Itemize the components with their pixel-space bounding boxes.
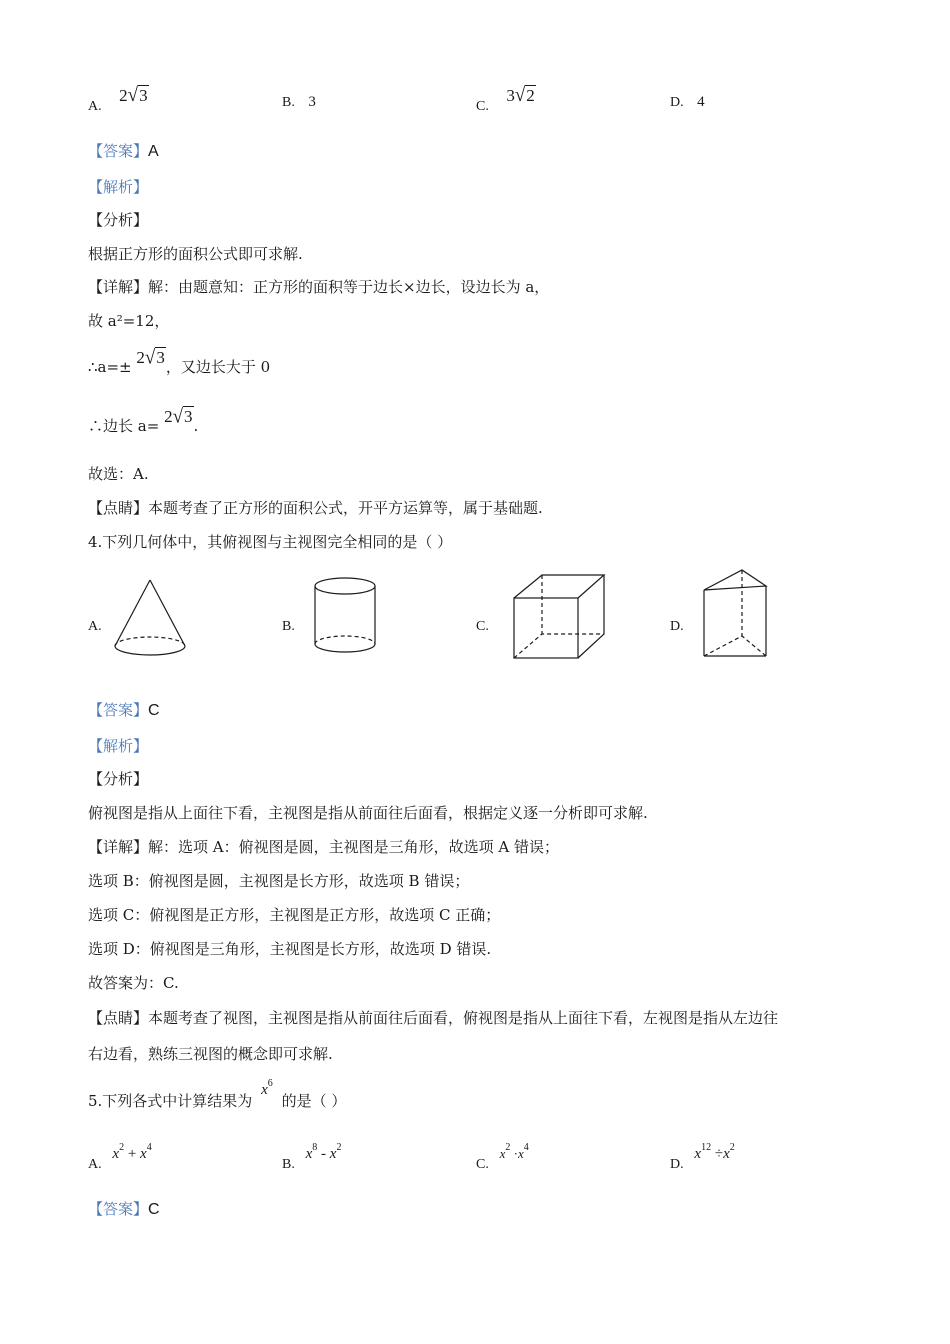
option-letter: C.	[476, 1157, 489, 1172]
variable: x	[329, 1146, 337, 1162]
stem-prefix: 5.下列各式中计算结果为	[88, 1092, 253, 1110]
q4-option-b-letter: B.	[282, 619, 295, 634]
q3-analysis-label: 【解析】	[88, 178, 149, 196]
cone-left-edge	[115, 580, 150, 646]
cylinder-base-back	[315, 636, 375, 644]
power-expression	[261, 1078, 273, 1098]
variable: x	[140, 1146, 147, 1162]
detail-prefix: ∴边长 a=	[88, 417, 160, 435]
sqrt-expression	[164, 407, 193, 426]
answer-label: 【答案】	[88, 142, 149, 160]
exponent: 2	[336, 1142, 342, 1153]
comment-text: 本题考查了正方形的面积公式，开平方运算等，属于基础题.	[148, 499, 543, 517]
detail-suffix: ，又边长大于 0	[165, 358, 271, 376]
q3-answer	[88, 140, 159, 161]
exponent: 2	[505, 1142, 511, 1153]
variable: x	[518, 1146, 524, 1161]
variable: x	[499, 1146, 506, 1161]
cube-right-face	[578, 575, 604, 658]
coefficient: 2	[136, 348, 145, 367]
q4-stem: 4.下列几何体中，其俯视图与主视图完全相同的是（ ）	[88, 533, 453, 551]
cone-figure	[110, 576, 190, 662]
cone-right-edge	[150, 580, 185, 646]
detail-suffix: .	[193, 417, 199, 435]
option-letter: A.	[88, 99, 102, 114]
q4-option-d-letter: D.	[670, 619, 684, 634]
q3-choose: 故选：A.	[88, 465, 149, 483]
operator: +	[127, 1146, 137, 1162]
sqrt-expression	[136, 348, 165, 367]
option-letter: D.	[670, 95, 684, 110]
q5-option-c	[476, 1142, 529, 1173]
radicand: 3	[156, 348, 165, 367]
expression	[499, 1142, 529, 1161]
q4-option-c-letter: C.	[476, 619, 489, 634]
q4-detail-line-4: 选项 D：俯视图是三角形，主视图是长方形，故选项 D 错误.	[88, 940, 492, 958]
operator: ÷	[714, 1146, 724, 1162]
prism-hidden-base	[704, 636, 766, 656]
comment-label: 【点睛】	[88, 1009, 149, 1027]
q5-stem	[88, 1078, 347, 1111]
detail-text: 解：选项 A：俯视图是圆，主视图是三角形，故选项 A 错误；	[148, 838, 559, 856]
q3-option-d	[670, 94, 705, 111]
exponent: 2	[729, 1142, 735, 1153]
comment-text: 本题考查了视图，主视图是指从前面往后面看，俯视图是指从上面往下看，左视图是指从左边往	[148, 1009, 779, 1027]
variable: x	[305, 1146, 313, 1162]
exponent: 8	[312, 1142, 318, 1153]
sqrt-expression	[119, 86, 148, 105]
exponent: 6	[267, 1078, 273, 1089]
answer-value: C	[148, 702, 160, 719]
radical: √3	[127, 84, 148, 107]
option-letter: B.	[282, 95, 295, 110]
q4-fenxi-label: 【分析】	[88, 770, 149, 788]
answer-value: C	[148, 1201, 160, 1218]
operator: ·	[513, 1146, 518, 1161]
cylinder-figure	[310, 574, 380, 660]
expression	[112, 1142, 152, 1162]
expression	[305, 1142, 342, 1162]
option-value: 3	[308, 94, 316, 110]
cube-top-face	[514, 575, 604, 598]
q5-option-a	[88, 1142, 152, 1173]
q5-answer	[88, 1198, 160, 1219]
q5-option-b	[282, 1142, 342, 1173]
q4-choose: 故答案为：C.	[88, 974, 179, 992]
option-letter: A.	[88, 1157, 102, 1172]
variable: x	[723, 1146, 730, 1162]
detail-text: 解：由题意知：正方形的面积等于边长×边长，设边长为 a，	[148, 278, 550, 296]
cone-base-front	[115, 646, 185, 655]
variable: x	[261, 1082, 268, 1098]
stem-suffix: 的是（ ）	[281, 1092, 347, 1110]
coefficient: 2	[119, 86, 128, 105]
sqrt-expression	[506, 86, 535, 105]
variable: x	[694, 1146, 702, 1162]
cube-figure	[510, 572, 610, 662]
q3-detail-line-2: 故 a²=12，	[88, 312, 170, 330]
cylinder-top	[315, 578, 375, 594]
exponent: 12	[701, 1142, 712, 1153]
radical: √3	[144, 346, 165, 369]
q4-analysis-label: 【解析】	[88, 737, 149, 755]
exponent: 4	[523, 1142, 529, 1153]
q4-detail-line-3: 选项 C：俯视图是正方形，主视图是正方形，故选项 C 正确；	[88, 906, 501, 924]
q3-detail-line-4	[88, 405, 199, 437]
answer-label: 【答案】	[88, 1200, 149, 1218]
q3-option-a	[88, 84, 148, 116]
radical: √3	[172, 405, 193, 428]
option-letter: B.	[282, 1157, 295, 1172]
radicand: 3	[139, 86, 148, 105]
q3-option-b	[282, 94, 316, 111]
q3-detail-line-1	[88, 276, 549, 297]
q4-comment-line-2: 右边看，熟练三视图的概念即可求解.	[88, 1045, 333, 1063]
detail-prefix: ∴a=±	[88, 358, 132, 376]
coefficient: 2	[164, 407, 173, 426]
q5-option-d	[670, 1142, 735, 1173]
answer-label: 【答案】	[88, 701, 149, 719]
triangular-prism-figure	[700, 566, 770, 662]
q3-fenxi-label: 【分析】	[88, 211, 149, 229]
option-letter: D.	[670, 1157, 684, 1172]
coefficient: 3	[506, 86, 515, 105]
q4-option-a-letter: A.	[88, 619, 102, 634]
q3-fenxi-text: 根据正方形的面积公式即可求解.	[88, 245, 303, 263]
option-value: 4	[697, 94, 705, 110]
q4-detail-line-2: 选项 B：俯视图是圆，主视图是长方形，故选项 B 错误；	[88, 872, 470, 890]
q3-comment	[88, 497, 543, 518]
prism-top-face	[704, 570, 766, 590]
answer-value: A	[148, 143, 159, 160]
operator: -	[321, 1146, 327, 1162]
expression	[694, 1142, 735, 1162]
cylinder-base-front	[315, 644, 375, 652]
variable: x	[112, 1146, 120, 1162]
q4-fenxi-text: 俯视图是指从上面往下看，主视图是指从前面往后面看，根据定义逐一分析即可求解.	[88, 804, 648, 822]
q4-comment-line-1	[88, 1007, 778, 1028]
cone-base-back	[115, 637, 185, 646]
radicand: 3	[184, 407, 193, 426]
q3-detail-line-3	[88, 346, 271, 378]
detail-label: 【详解】	[88, 838, 149, 856]
q4-answer	[88, 699, 160, 720]
exponent: 4	[146, 1142, 152, 1153]
q3-option-c	[476, 84, 535, 116]
radical: √2	[514, 84, 535, 107]
q4-detail-line-1	[88, 836, 559, 857]
comment-label: 【点睛】	[88, 499, 149, 517]
option-letter: C.	[476, 99, 489, 114]
exponent: 2	[119, 1142, 125, 1153]
cube-front-face	[514, 598, 578, 658]
detail-label: 【详解】	[88, 278, 149, 296]
radicand: 2	[526, 86, 535, 105]
